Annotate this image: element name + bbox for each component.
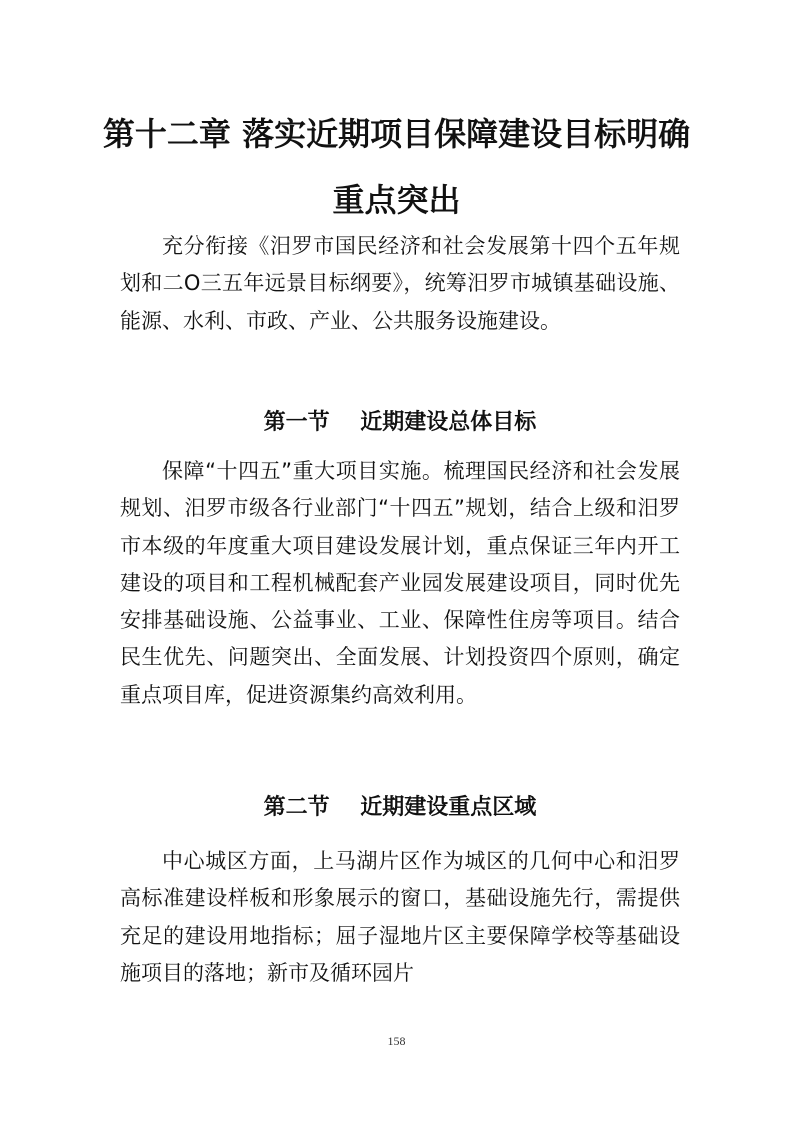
section1-heading: 第一节 近期建设总体目标 (263, 410, 537, 435)
chapter-title-line-1: 第十二章 落实近期项目保障建设目标明确 (102, 115, 691, 153)
section1-paragraph: 保障“十四五”重大项目实施。梳理国民经济和社会发展规划、汨罗市级各行业部门“十四五”规划，结合上级和汨罗市本级的年度重大项目建设发展计划，重点保证三年内开工建设的项目和工程机械配套产业园发展建设项目，同时优先安排基础设施、公益事业、工业、保障性住房等项目。结合民生优先、问题突出、全面发展、计划投资四个原则，确定重点项目库，促进资源集约高效利用。 (120, 459, 680, 707)
section2-heading: 第二节 近期建设重点区域 (263, 795, 537, 820)
chapter-title-line-2: 重点突出 (332, 181, 461, 219)
intro-paragraph: 充分衔接《汨罗市国民经济和社会发展第十四个五年规划和二O三五年远景目标纲要》，统筹汨罗市城镇基础设施、能源、水利、市政、产业、公共服务设施建设。 (120, 234, 680, 333)
section2-paragraph: 中心城区方面，上马湖片区作为城区的几何中心和汨罗高标准建设样板和形象展示的窗口，基础设施先行，需提供充足的建设用地指标；屈子湿地片区主要保障学校等基础设施项目的落地；新市及循环园片 (120, 849, 680, 985)
page-number: 158 (387, 1034, 406, 1048)
